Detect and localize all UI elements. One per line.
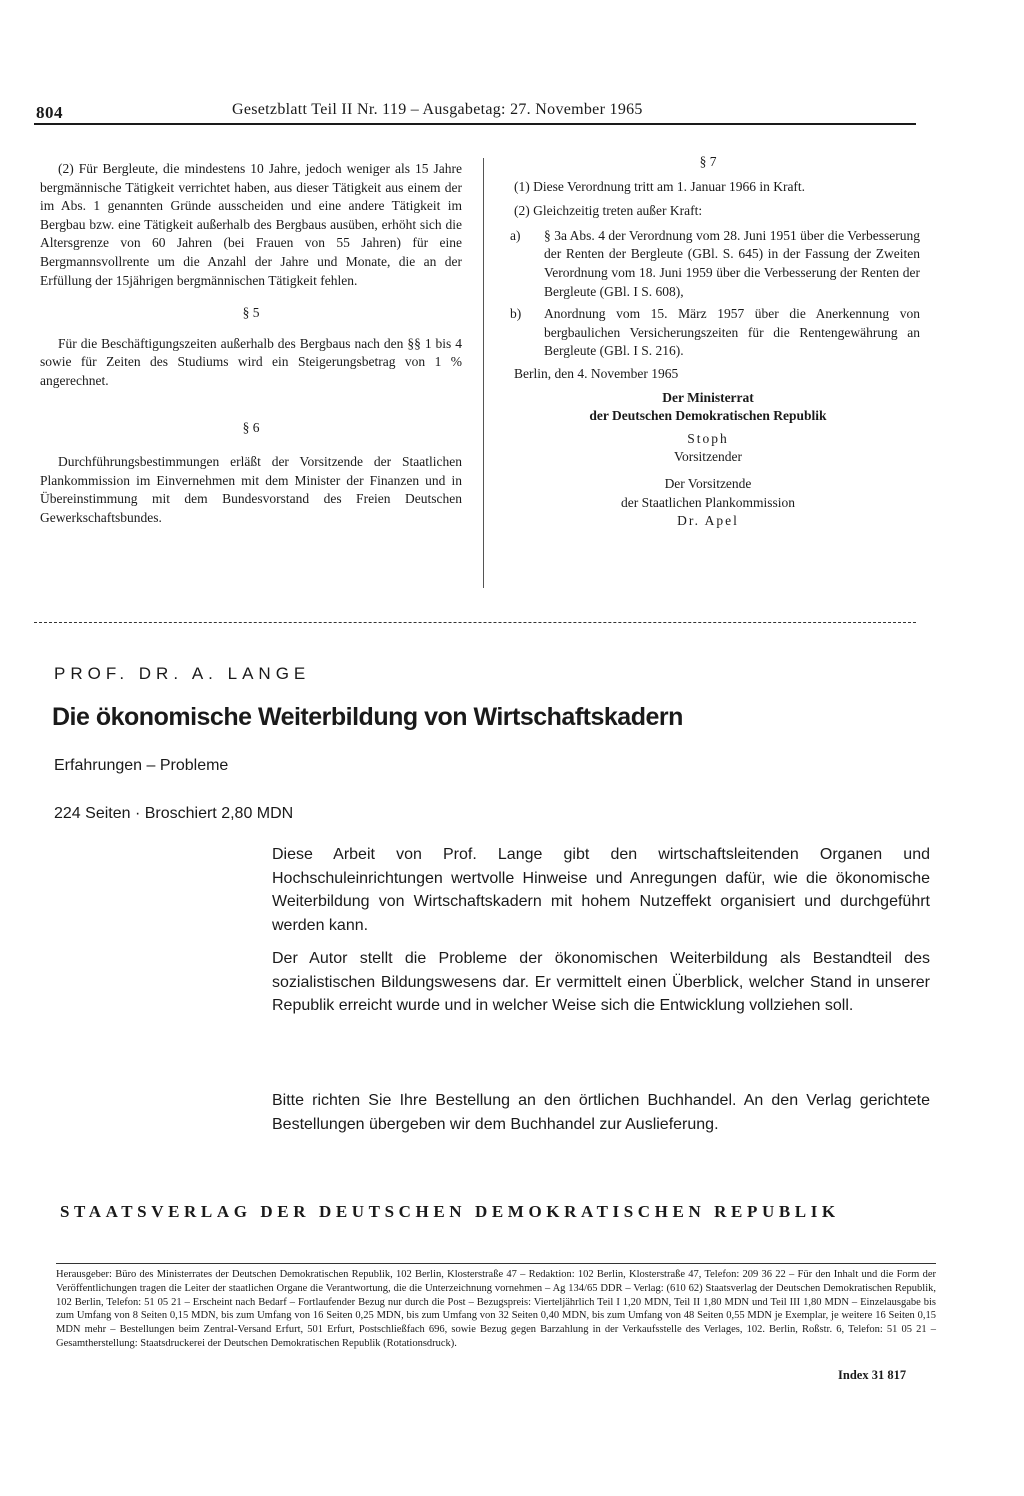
section-6-text: Durchführungsbestimmungen erläßt der Vorsitzende der Staatlichen Plankommission im Einvernehmen mit dem Minister der Finanzen und in Übereinstimmung mit dem Bundesvorstand des Freien Deutschen Gewerkschaftsbundes.	[40, 454, 462, 525]
section-7-heading: § 7	[699, 154, 717, 169]
item-a-label: a)	[510, 227, 521, 243]
order-notice	[272, 1089, 930, 1136]
imprint: Herausgeber: Büro des Ministerrates der Deutschen Demokratischen Republik, 102 Berlin, Klosterstraße 47 – Redaktion: 102 Berlin, Klosterstraße 47, Telefon: 209 36 22 – Für den Inhalt und die Form der Veröffentlichungen tragen die Leiter der staatlichen Organe die Verantwortung, die die Unterzeichnung vornehmen – Ag 134/65 DDR – Verlag: (610 62) Staatsverlag der Deutschen Demokratischen Republik, 102 Berlin, Telefon: 51 05 21 – Erscheint nach Bedarf – Fortlaufender Bezug nur durch die Post – Bezugspreis: Vierteljährlich Teil I 1,20 MDN, Teil II 1,80 MDN und Teil III 1,80 MDN – Einzelausgabe bis zum Umfang von 8 Seiten 0,15 MDN, bis zum Umfang von 16 Seiten 0,25 MDN, bis zum Umfang von 32 Seiten 0,40 MDN, bis zum Umfang von 48 Seiten 0,55 MDN je Exemplar, je weitere 16 Seiten 0,15 MDN mehr – Bestellungen beim Zentral-Versand Erfurt, 501 Erfurt, Postschließfach 696, sowie Bezug gegen Barzahlung in der Verkaufsstelle des Verlages, 102. Berlin, Roßstr. 6, Telefon: 51 05 21 – Gesamtherstellung: Staatsdruckerei der Deutschen Demokratischen Republik (Rotationsdruck).	[56, 1269, 936, 1349]
signing-body-line-2: der Deutschen Demokratischen Republik	[589, 408, 827, 424]
item-b-label: b)	[510, 306, 522, 322]
footer-rule	[56, 1263, 936, 1264]
repeal-item-b	[496, 305, 920, 361]
signer-2-title-line-2: der Staatlichen Plankommission	[621, 494, 795, 510]
book-description	[272, 843, 930, 1018]
signer-1-title: Vorsitzender	[674, 449, 742, 465]
book-author: PROF. DR. A. LANGE	[54, 664, 311, 683]
book-subtitle: Erfahrungen – Probleme	[54, 757, 229, 774]
header-rule	[34, 123, 916, 125]
signer-1-name: Stoph	[687, 430, 729, 446]
signer-2-title-line-1: Der Vorsitzende	[664, 475, 752, 491]
item-a-text: § 3a Abs. 4 der Verordnung vom 28. Juni 1951 über die Verbesserung der Renten der Bergleute (GBl. S. 645) in der Fassung der Zweiten Verordnung vom 18. Juni 1959 über die Verbesserung der Renten der Bergleute (GBl. I S. 608),	[544, 227, 920, 299]
column-divider	[483, 158, 484, 588]
signer-2-name: Dr. Apel	[677, 513, 739, 529]
order-notice-text: Bitte richten Sie Ihre Bestellung an den örtlichen Buchhandel. An den Verlag gerichtete Bestellungen übergeben wir dem Buchhandel zur Auslieferung.	[272, 1092, 930, 1133]
publisher-name: STAATSVERLAG DER DEUTSCHEN DEMOKRATISCHEN REPUBLIK	[60, 1202, 840, 1221]
section-5-heading: § 5	[242, 305, 260, 321]
section-separator	[34, 622, 916, 623]
place-date: Berlin, den 4. November 1965	[514, 365, 679, 381]
book-title: Die ökonomische Weiterbildung von Wirtschaftskadern	[52, 703, 683, 731]
repeal-item-a	[496, 227, 920, 301]
section-7-para-1: (1) Diese Verordnung tritt am 1. Januar 1966 in Kraft.	[514, 178, 806, 194]
left-column	[40, 160, 462, 528]
section-6-heading: § 6	[242, 419, 260, 435]
signing-body-line-1: Der Ministerrat	[662, 389, 754, 405]
description-paragraph-2: Der Autor stellt die Probleme der ökonomischen Weiterbildung als Bestandteil des sozialistischen Bildungswesens dar. Er vermittelt einen Überblick, welcher Stand in unserer Republik erreicht wurde und in welcher Weise sich die Entwicklung vollziehen soll.	[272, 950, 930, 1014]
book-meta: 224 Seiten · Broschiert 2,80 MDN	[54, 805, 294, 822]
gazette-header-title: Gesetzblatt Teil II Nr. 119 – Ausgabetag: 27. November 1965	[232, 101, 643, 118]
section-7-para-2: (2) Gleichzeitig treten außer Kraft:	[514, 203, 703, 219]
right-column	[496, 153, 920, 531]
item-b-text: Anordnung vom 15. März 1957 über die Anerkennung von bergbaulichen Versicherungszeiten für die Rentengewährung an Bergleute (GBl. I S. 216).	[544, 306, 920, 359]
index-number: Index 31 817	[838, 1368, 907, 1382]
section-5-text: Für die Beschäftigungszeiten außerhalb des Bergbaus nach den §§ 1 bis 4 sowie für Zeiten des Studiums wird ein Steigerungsbetrag von 1 % angerechnet.	[40, 335, 462, 388]
paragraph-2-miners: (2) Für Bergleute, die mindestens 10 Jahre, jedoch weniger als 15 Jahre bergmännische Tätigkeit verrichtet haben, aus dieser Tätigkeit aus einem der im Abs. 1 genannten Gründe ausscheiden und eine andere Tätigkeit im Bergbau bzw. eine Tätigkeit außerhalb des Bergbaus ausüben, erhöht sich die Altersgrenze von 60 Jahren (bei Frauen von 55 Jahren) für eine Bergmannsvollrente um die Anzahl der Jahre und Monate, die an der Erfüllung der 15jährigen bergmännischen Tätigkeit fehlen.	[40, 161, 462, 288]
page-number: 804	[36, 103, 63, 122]
description-paragraph-1: Diese Arbeit von Prof. Lange gibt den wirtschaftsleitenden Organen und Hochschuleinrichtungen wertvolle Hinweise und Anregungen dafür, wie die ökonomische Weiterbildung von Wirtschaftskadern mit hohem Nutzeffekt organisiert und durchgeführt werden kann.	[272, 846, 930, 934]
